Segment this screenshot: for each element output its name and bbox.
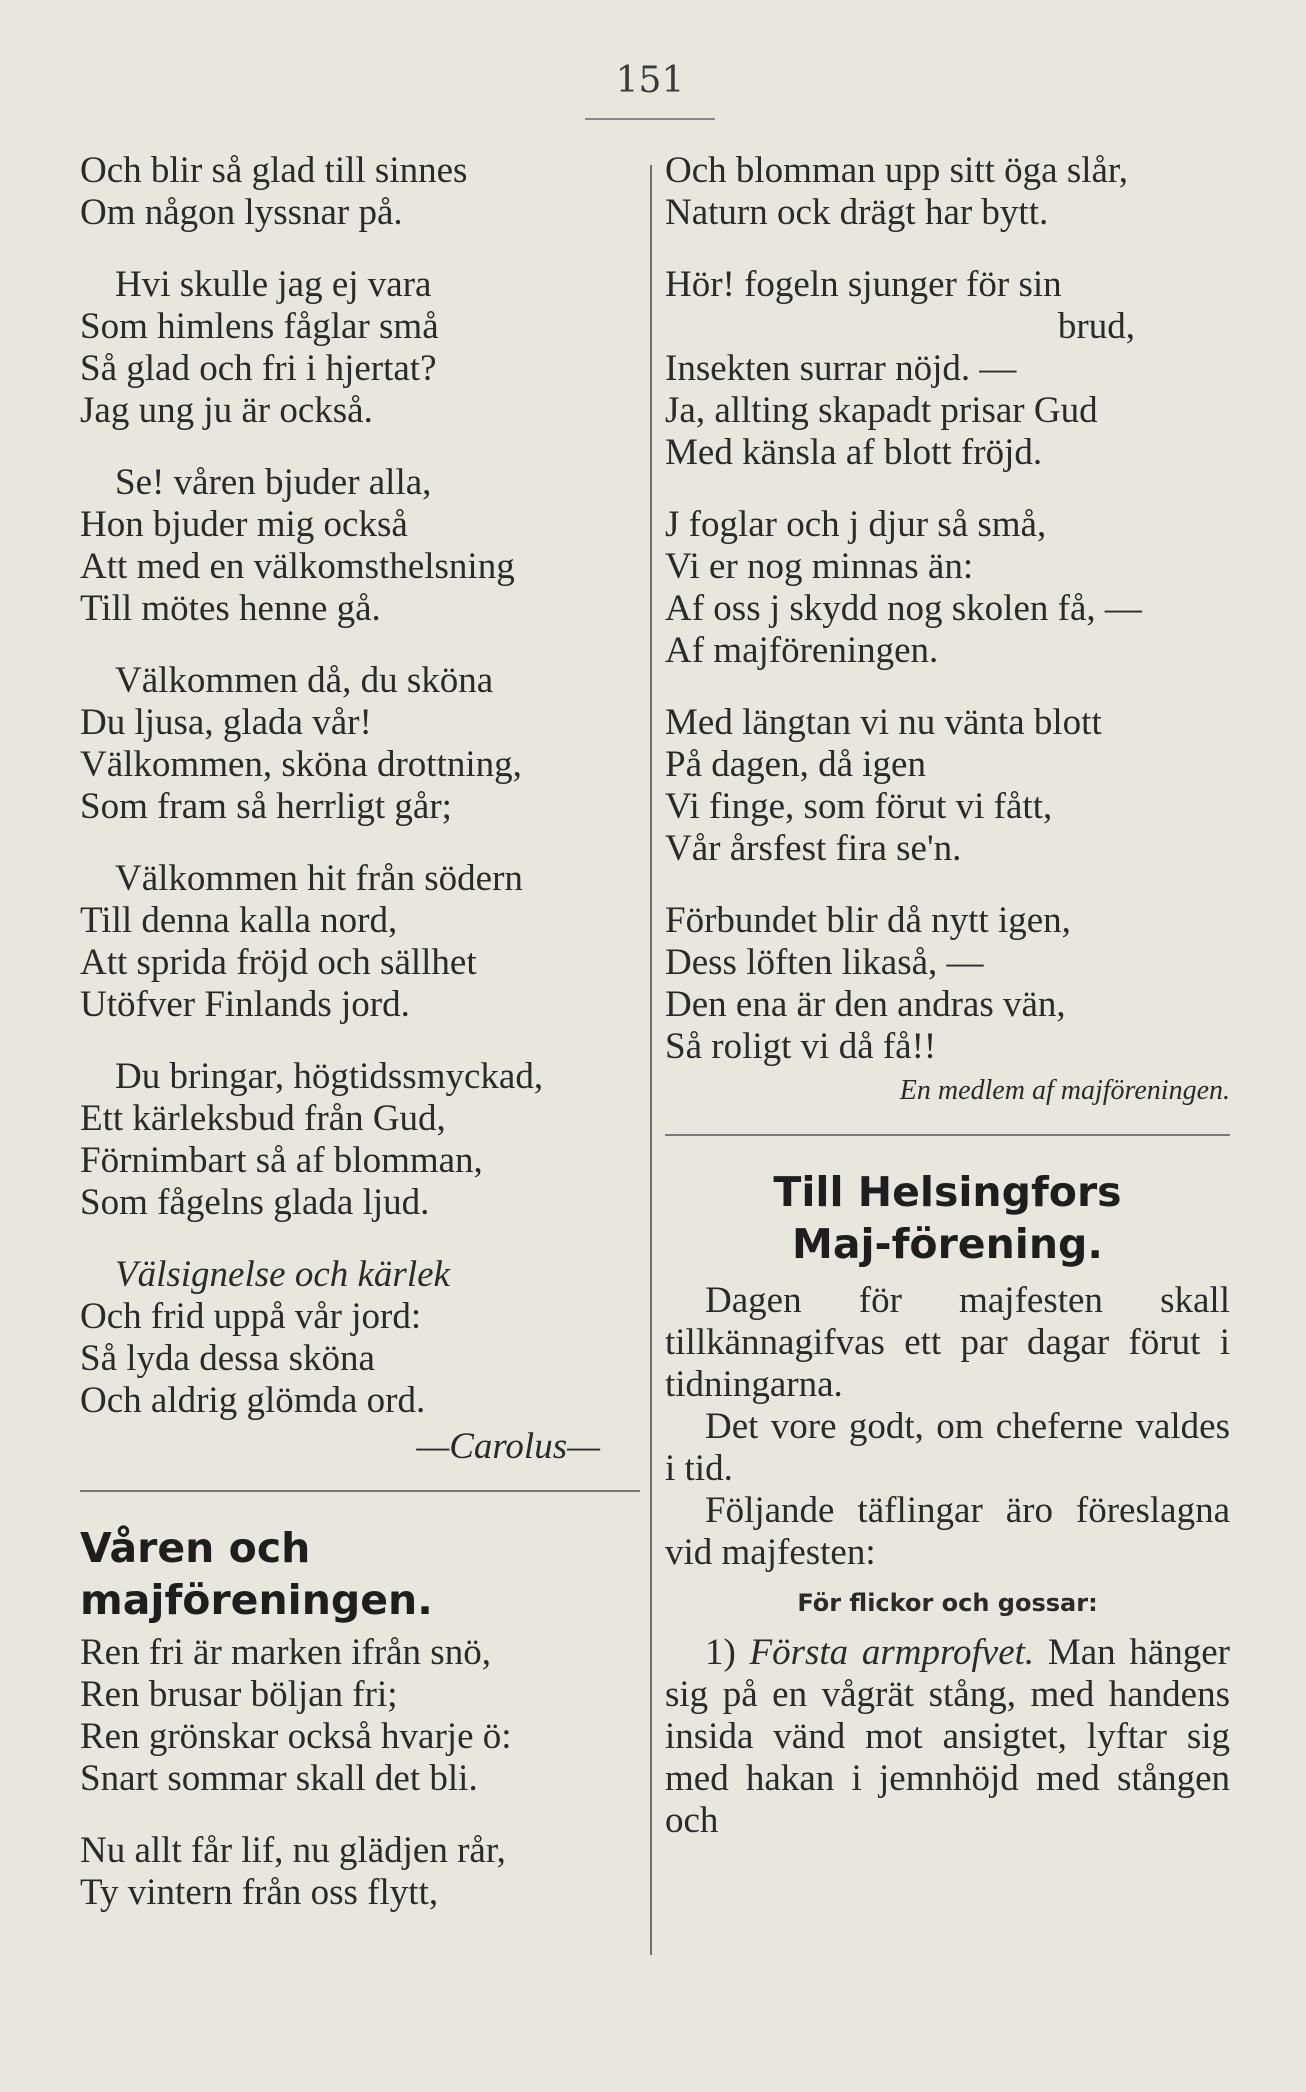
poem-line: Välkommen då, du sköna xyxy=(115,660,494,701)
poem-stanza xyxy=(665,504,1230,672)
poem-line: Välsignelse och kärlek xyxy=(115,1254,450,1295)
poem-line: Förbundet blir då nytt igen, xyxy=(665,900,1071,941)
poem-stanza xyxy=(80,1830,640,1914)
poem-line: Ett kärleksbud från Gud, xyxy=(80,1098,446,1139)
poem-line: Den ena är den andras vän, xyxy=(665,984,1066,1025)
poem-line: Ren grönskar också hvarje ö: xyxy=(80,1716,512,1757)
poem-line: J foglar och j djur så små, xyxy=(665,504,1047,545)
section-heading: Till Helsingfors Maj-förening. xyxy=(773,1168,1122,1268)
paragraph: Dagen för majfesten skall tillkännagifvas ett par dagar förut i tidningarna. xyxy=(665,1280,1230,1405)
poem-signature: —Carolus— xyxy=(416,1426,600,1467)
poem-line: Hör! fogeln sjunger för sin xyxy=(665,264,1062,305)
right-column xyxy=(665,150,1230,1842)
poem-stanza xyxy=(665,264,1230,474)
poem-line: Ren fri är marken ifrån snö, xyxy=(80,1632,491,1673)
poem-line: Som himlens fåglar små xyxy=(80,306,439,347)
page-number-rule xyxy=(585,118,715,120)
poem-line: Ty vintern från oss flytt, xyxy=(80,1872,439,1913)
poem-line: Som fågelns glada ljud. xyxy=(80,1182,430,1223)
section-rule xyxy=(80,1490,640,1492)
poem-stanza xyxy=(80,660,640,828)
left-column xyxy=(80,150,640,1944)
poem-line: Jag ung ju är också. xyxy=(80,390,373,431)
poem-line: På dagen, då igen xyxy=(665,744,926,785)
item-number: 1) xyxy=(705,1632,736,1673)
poem-stanza xyxy=(665,702,1230,870)
poem-stanza xyxy=(80,1632,640,1800)
poem-line: Vår årsfest fira se'n. xyxy=(665,828,962,869)
poem-line: Vi finge, som förut vi fått, xyxy=(665,786,1053,827)
poem-line: Du bringar, högtidssmyckad, xyxy=(115,1056,544,1097)
article-body xyxy=(665,1280,1230,1574)
list-item xyxy=(665,1632,1230,1842)
poem-line: Att med en välkomsthelsning xyxy=(80,546,515,587)
item-text: Man hänger sig på en vågrät stång, med handens insida vänd mot ansigtet, lyftar sig med hakan i jemnhöjd med stången och xyxy=(665,1632,1230,1841)
poem-line: Välkommen, sköna drottning, xyxy=(80,744,522,785)
poem-stanza xyxy=(80,462,640,630)
poem-line: Förnimbart så af blomman, xyxy=(80,1140,483,1181)
poem-line: Till denna kalla nord, xyxy=(80,900,398,941)
poem-line: Hon bjuder mig också xyxy=(80,504,408,545)
poem-line: Att sprida fröjd och sällhet xyxy=(80,942,477,983)
poem-line: Och blir så glad till sinnes xyxy=(80,150,468,191)
column-divider xyxy=(650,165,652,1955)
section-rule xyxy=(665,1134,1230,1136)
section-heading: Våren och majföreningen. xyxy=(80,1524,433,1624)
poem-line: Hvi skulle jag ej vara xyxy=(115,264,432,305)
poem-line: Med känsla af blott fröjd. xyxy=(665,432,1043,473)
poem-stanza xyxy=(80,150,640,234)
poem-stanza xyxy=(80,264,640,432)
poem-line: Nu allt får lif, nu glädjen rår, xyxy=(80,1830,506,1871)
poem-line: Af majföreningen. xyxy=(665,630,939,671)
item-title: Första armprofvet. xyxy=(749,1632,1035,1673)
poem-line: Du ljusa, glada vår! xyxy=(80,702,372,743)
poem-stanza xyxy=(665,900,1230,1068)
poem-line: Ja, allting skapadt prisar Gud xyxy=(665,390,1098,431)
poem-line: Och frid uppå vår jord: xyxy=(80,1296,422,1337)
poem-line: Så glad och fri i hjertat? xyxy=(80,348,437,389)
paragraph: Det vore godt, om cheferne valdes i tid. xyxy=(665,1406,1230,1489)
poem-line: Naturn ock drägt har bytt. xyxy=(665,192,1049,233)
poem-line: Så lyda dessa sköna xyxy=(80,1338,375,1379)
poem-line: Dess löften likaså, — xyxy=(665,942,984,983)
poem-stanza xyxy=(80,1254,640,1422)
poem-line: Af oss j skydd nog skolen få, — xyxy=(665,588,1142,629)
poem-stanza xyxy=(665,150,1230,234)
subheading: För flickor och gossar: xyxy=(797,1589,1098,1617)
poem-line: Välkommen hit från södern xyxy=(115,858,523,899)
poem-line: Med längtan vi nu vänta blott xyxy=(665,702,1102,743)
poem-line: brud, xyxy=(1057,306,1135,347)
poem-line: Till mötes henne gå. xyxy=(80,588,381,629)
poem-line: Snart sommar skall det bli. xyxy=(80,1758,478,1799)
poem-line: Insekten surrar nöjd. — xyxy=(665,348,1017,389)
poem-line: Och aldrig glömda ord. xyxy=(80,1380,426,1421)
poem-line: Utöfver Finlands jord. xyxy=(80,984,410,1025)
poem-line: Om någon lyssnar på. xyxy=(80,192,403,233)
poem-line: Så roligt vi då få!! xyxy=(665,1026,937,1067)
poem-line: Vi er nog minnas än: xyxy=(665,546,974,587)
paragraph: Följande täflingar äro föreslagna vid majfesten: xyxy=(665,1490,1230,1573)
poem-stanza xyxy=(80,1056,640,1224)
poem-signature: En medlem af majföreningen. xyxy=(899,1075,1230,1106)
poem-line: Ren brusar böljan fri; xyxy=(80,1674,398,1715)
poem-stanza xyxy=(80,858,640,1026)
poem-line: Och blomman upp sitt öga slår, xyxy=(665,150,1129,191)
poem-line: Som fram så herrligt går; xyxy=(80,786,452,827)
poem-line: Se! våren bjuder alla, xyxy=(115,462,432,503)
page-number: 151 xyxy=(615,60,685,101)
